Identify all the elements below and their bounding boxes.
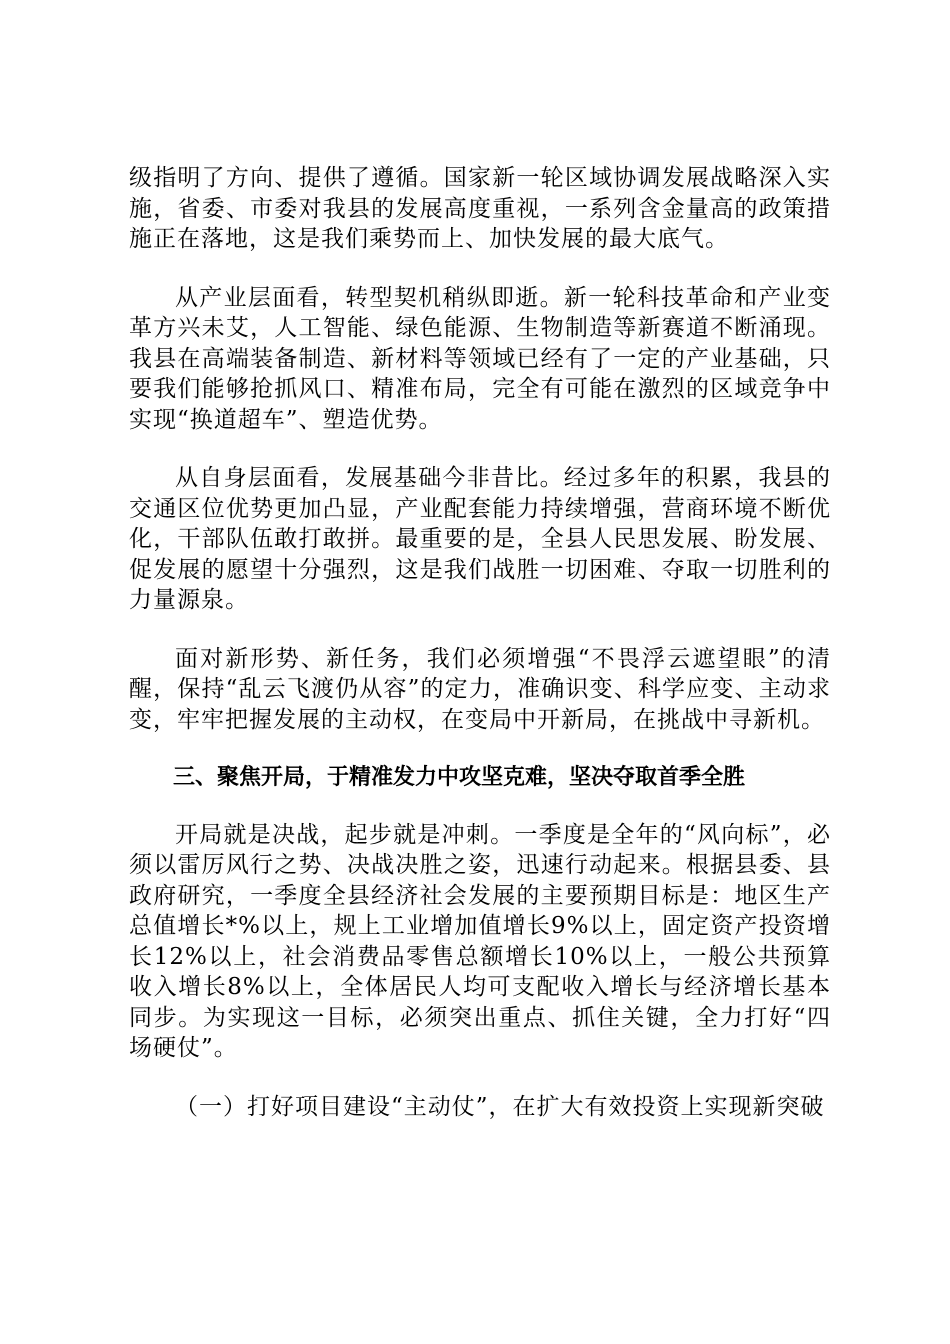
paragraph-new-situation: 面对新形势、新任务，我们必须增强“不畏浮云遮望眼”的清醒，保持“乱云飞渡仍从容”的定力，准确识变、科学应变、主动求变，牢牢把握发展的主动权，在变局中开新局，在挑战中寻新机。 (129, 645, 831, 733)
paragraph-self-level: 从自身层面看，发展基础今非昔比。经过多年的积累，我县的交通区位优势更加凸显，产业配套能力持续增强，营商环境不断优化，干部队伍敢打敢拼。最重要的是，全县人民思发展、盼发展、促发展的愿望十分强烈，这是我们战胜一切困难、夺取一切胜利的力量源泉。 (129, 465, 831, 613)
section-heading: 三、聚焦开局，于精准发力中攻坚克难，坚决夺取首季全胜 (173, 765, 746, 790)
subsection-heading: （一）打好项目建设“主动仗”，在扩大有效投资上实现新突破 (175, 1093, 825, 1120)
paragraph-first-quarter-targets: 开局就是决战，起步就是冲刺。一季度是全年的“风向标”，必须以雷厉风行之势、决战决胜之姿，迅速行动起来。根据县委、县政府研究，一季度全县经济社会发展的主要预期目标是：地区生产总值增长*%以上，规上工业增加值增长9%以上，固定资产投资增长12%以上，社会消费品零售总额增长10%以上，一般公共预算收入增长8%以上，全体居民人均可支配收入增长与经济增长基本同步。为实现这一目标，必须突出重点、抓住关键，全力打好“四场硬仗”。 (129, 821, 831, 1061)
document-page (129, 163, 831, 1122)
paragraph-continuation: 级指明了方向、提供了遵循。国家新一轮区域协调发展战略深入实施，省委、市委对我县的发展高度重视，一系列含金量高的政策措施正在落地，这是我们乘势而上、加快发展的最大底气。 (129, 165, 831, 252)
paragraph-industry-level: 从产业层面看，转型契机稍纵即逝。新一轮科技革命和产业变革方兴未艾，人工智能、绿色能源、生物制造等新赛道不断涌现。我县在高端装备制造、新材料等领域已经有了一定的产业基础，只要我们能够抢抓风口、精准布局，完全有可能在激烈的区域竞争中实现“换道超车”、塑造优势。 (129, 284, 831, 433)
